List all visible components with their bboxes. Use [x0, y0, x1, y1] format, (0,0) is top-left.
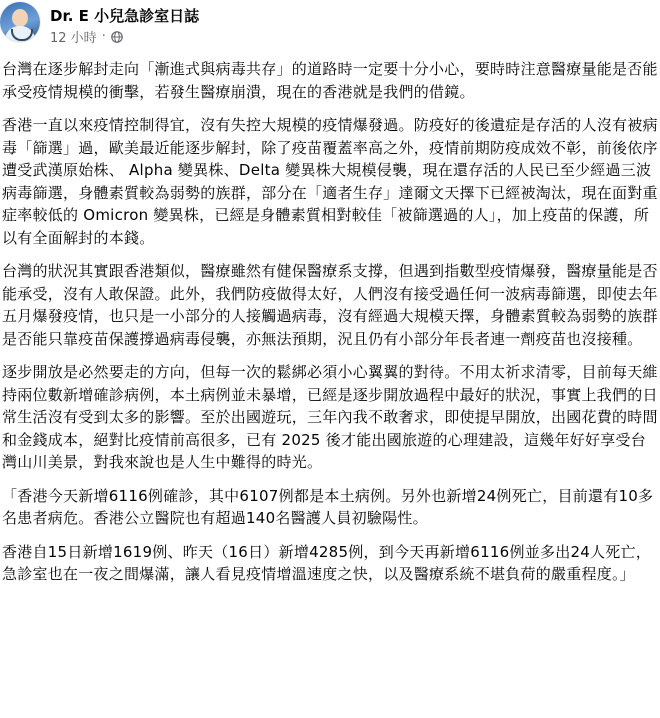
- author-name[interactable]: Dr. E 小兒急診室日誌: [50, 7, 200, 25]
- post-paragraph: 逐步開放是必然要走的方向，但每一次的鬆綁必須小心翼翼的對待。不用太祈求清零，目前每天維持兩位數新增確診病例，本土病例並未暴增，已經是逐步開放過程中最好的狀況，事實上我們的日常生活沒有受到太多的影響。至於出國遊玩，三年內我不敢奢求，即使提早開放，出國花費的時間和金錢成本，絕對比疫情前高很多，已有 2025 後才能出國旅遊的心理建設，這幾年好好享受台灣山川美景，對我來說也是人生中難得的時光。: [2, 363, 658, 471]
- post-meta: [50, 27, 123, 46]
- avatar-face: [12, 9, 28, 27]
- globe-icon[interactable]: [111, 31, 123, 43]
- post-paragraph: 「香港今天新增6116例確診，其中6107例都是本土病例。另外也新增24例死亡，目前還有10多名患者病危。香港公立醫院也有超過140名醫護人員初驗陽性。: [2, 486, 654, 527]
- post-paragraph: 台灣的狀況其實跟香港類似，醫療雖然有健保醫療系支撐，但遇到指數型疫情爆發，醫療量能是否能承受，沒有人敢保證。此外，我們防疫做得太好，人們沒有接受過任何一波病毒篩選，即使去年五月爆發疫情，也只是一小部分的人接觸過病毒，沒有經過大規模天擇，身體素質較為弱勢的族群是否能只靠疫苗保護撐過病毒侵襲，亦無法預期，況且仍有小部分年長者連一劑疫苗也沒接種。: [2, 262, 658, 348]
- post-paragraph: 香港一直以來疫情控制得宜，沒有失控大規模的疫情爆發過。防疫好的後遺症是存活的人沒有被病毒「篩選」過，歐美最近能逐步解封，除了疫苗覆蓋率高之外，疫情前期防疫成效不彰，前後依序遭受武漢原始株、 Alpha 變異株、Delta 變異株大規模侵襲，現在還存活的人民已至少經過三波病毒篩選，身體素質較為弱勢的族群，部分在「適者生存」達爾文天擇下已經被淘汰，現在面對重症率較低的 Omicron 變異株，已經是身體素質相對較佳「被篩選過的人」，加上疫苗的保護，所以有全面解封的本錢。: [2, 116, 658, 247]
- post-body: [2, 58, 658, 597]
- avatar[interactable]: [0, 2, 40, 42]
- post-timestamp[interactable]: 12 小時: [50, 31, 97, 46]
- post-paragraph: 香港自15日新增1619例、昨天（16日）新增4285例，到今天再新增6116例並多出24人死亡，急診室也在一夜之間爆滿，讓人看見疫情增溫速度之快，以及醫療系統不堪負荷的嚴重程度。」: [2, 542, 652, 583]
- post-paragraph: 台灣在逐步解封走向「漸進式與病毒共存」的道路時一定要十分小心，要時時注意醫療量能是否能承受疫情規模的衝擊，若發生醫療崩潰，現在的香港就是我們的借鏡。: [2, 60, 658, 101]
- post-header: [0, 0, 660, 56]
- meta-separator: ·: [101, 29, 106, 44]
